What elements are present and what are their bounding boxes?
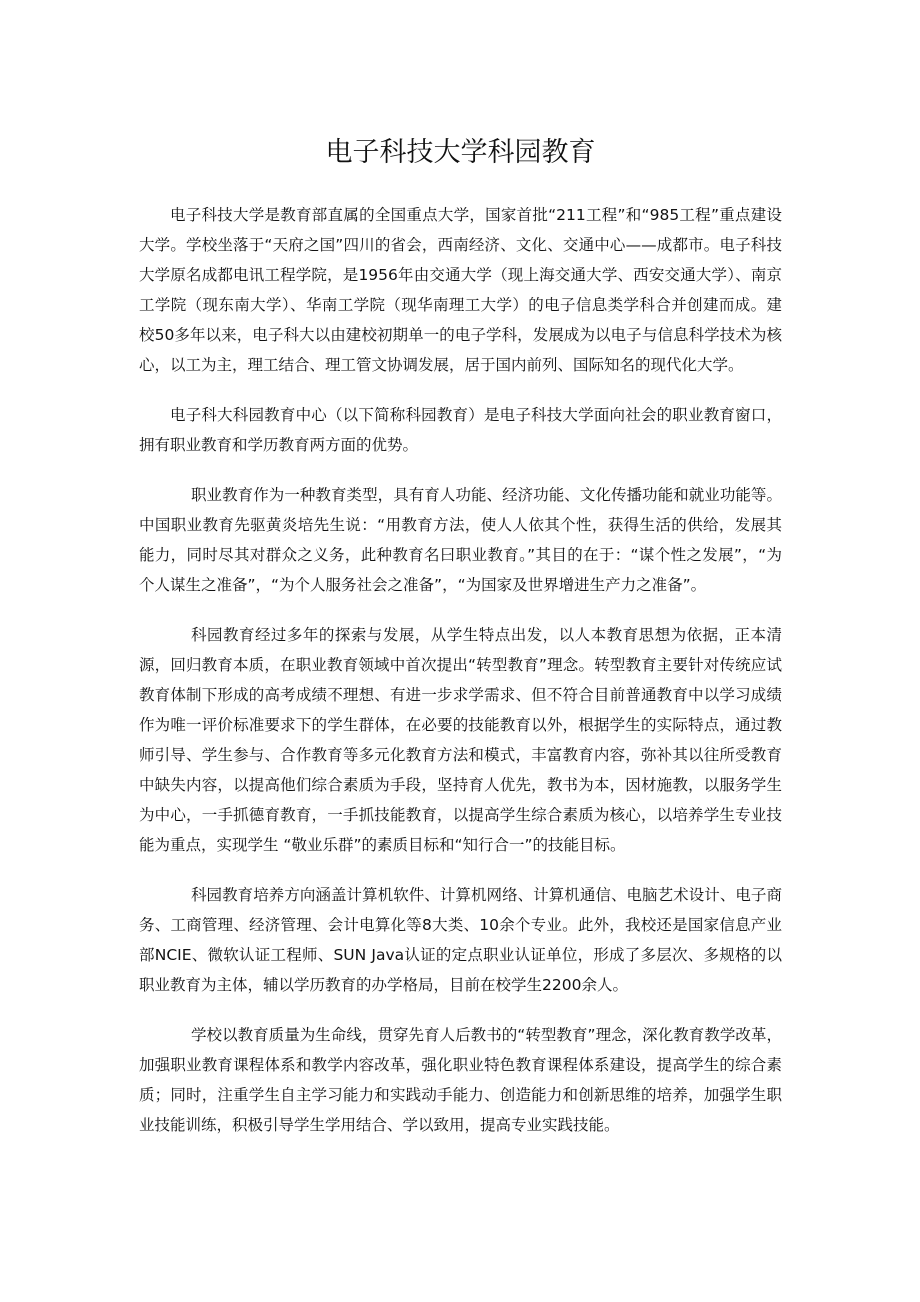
paragraph-transformation-education: 科园教育经过多年的探索与发展，从学生特点出发，以人本教育思想为依据，正本清源，回归教育本质，在职业教育领域中首次提出“转型教育”理念。转型教育主要针对传统应试教育体制下形成的高考成绩不理想、有进一步求学需求、但不符合目前普通教育中以学习成绩作为唯一评价标准要求下的学生群体，在必要的技能教育以外，根据学生的实际特点，通过教师引导、学生参与、合作教育等多元化教育方法和模式，丰富教育内容，弥补其以往所受教育中缺失内容，以提高他们综合素质为手段，坚持育人优先，教书为本，因材施教，以服务学生为中心，一手抓德育教育，一手抓技能教育，以提高学生综合素质为核心，以培养学生专业技能为重点，实现学生 “敬业乐群”的素质目标和“知行合一”的技能目标。 — [139, 626, 782, 854]
paragraph-keyuan-education-center: 电子科大科园教育中心（以下简称科园教育）是电子科技大学面向社会的职业教育窗口，拥有职业教育和学历教育两方面的优势。 — [139, 406, 782, 454]
paragraph-programs-and-certifications: 科园教育培养方向涵盖计算机软件、计算机网络、计算机通信、电脑艺术设计、电子商务、工商管理、经济管理、会计电算化等8大类、10余个专业。此外，我校还是国家信息产业部NCIE、微软认证工程师、SUN Java认证的定点职业认证单位，形成了多层次、多规格的以职业教育为主体，辅以学历教育的办学格局，目前在校学生2200余人。 — [139, 886, 782, 994]
paragraph-teaching-quality: 学校以教育质量为生命线，贯穿先育人后教书的“转型教育”理念，深化教育教学改革，加强职业教育课程体系和教学内容改革，强化职业特色教育课程体系建设，提高学生的综合素质；同时，注重学生自主学习能力和实践动手能力、创造能力和创新思维的培养，加强学生职业技能训练，积极引导学生学用结合、学以致用，提高专业实践技能。 — [139, 1026, 782, 1134]
paragraph-university-introduction: 电子科技大学是教育部直属的全国重点大学，国家首批“211工程”和“985工程”重点建设大学。学校坐落于“天府之国”四川的省会，西南经济、文化、交通中心——成都市。电子科技大学原名成都电讯工程学院，是1956年由交通大学（现上海交通大学、西安交通大学）、南京工学院（现东南大学）、华南工学院（现华南理工大学）的电子信息类学科合并创建而成。建校50多年以来，电子科大以由建校初期单一的电子学科，发展成为以电子与信息科学技术为核心，以工为主，理工结合、理工管文协调发展，居于国内前列、国际知名的现代化大学。 — [139, 206, 782, 374]
document-title: 电子科技大学科园教育 — [325, 137, 596, 168]
document-body — [139, 130, 782, 1140]
paragraph-vocational-education: 职业教育作为一种教育类型，具有育人功能、经济功能、文化传播功能和就业功能等。中国职业教育先驱黄炎培先生说：“用教育方法，使人人依其个性，获得生活的供给，发展其能力，同时尽其对群众之义务，此种教育名曰职业教育。”其目的在于：“谋个性之发展”，“为个人谋生之准备”，“为个人服务社会之准备”，“为国家及世界增进生产力之准备”。 — [139, 486, 782, 594]
